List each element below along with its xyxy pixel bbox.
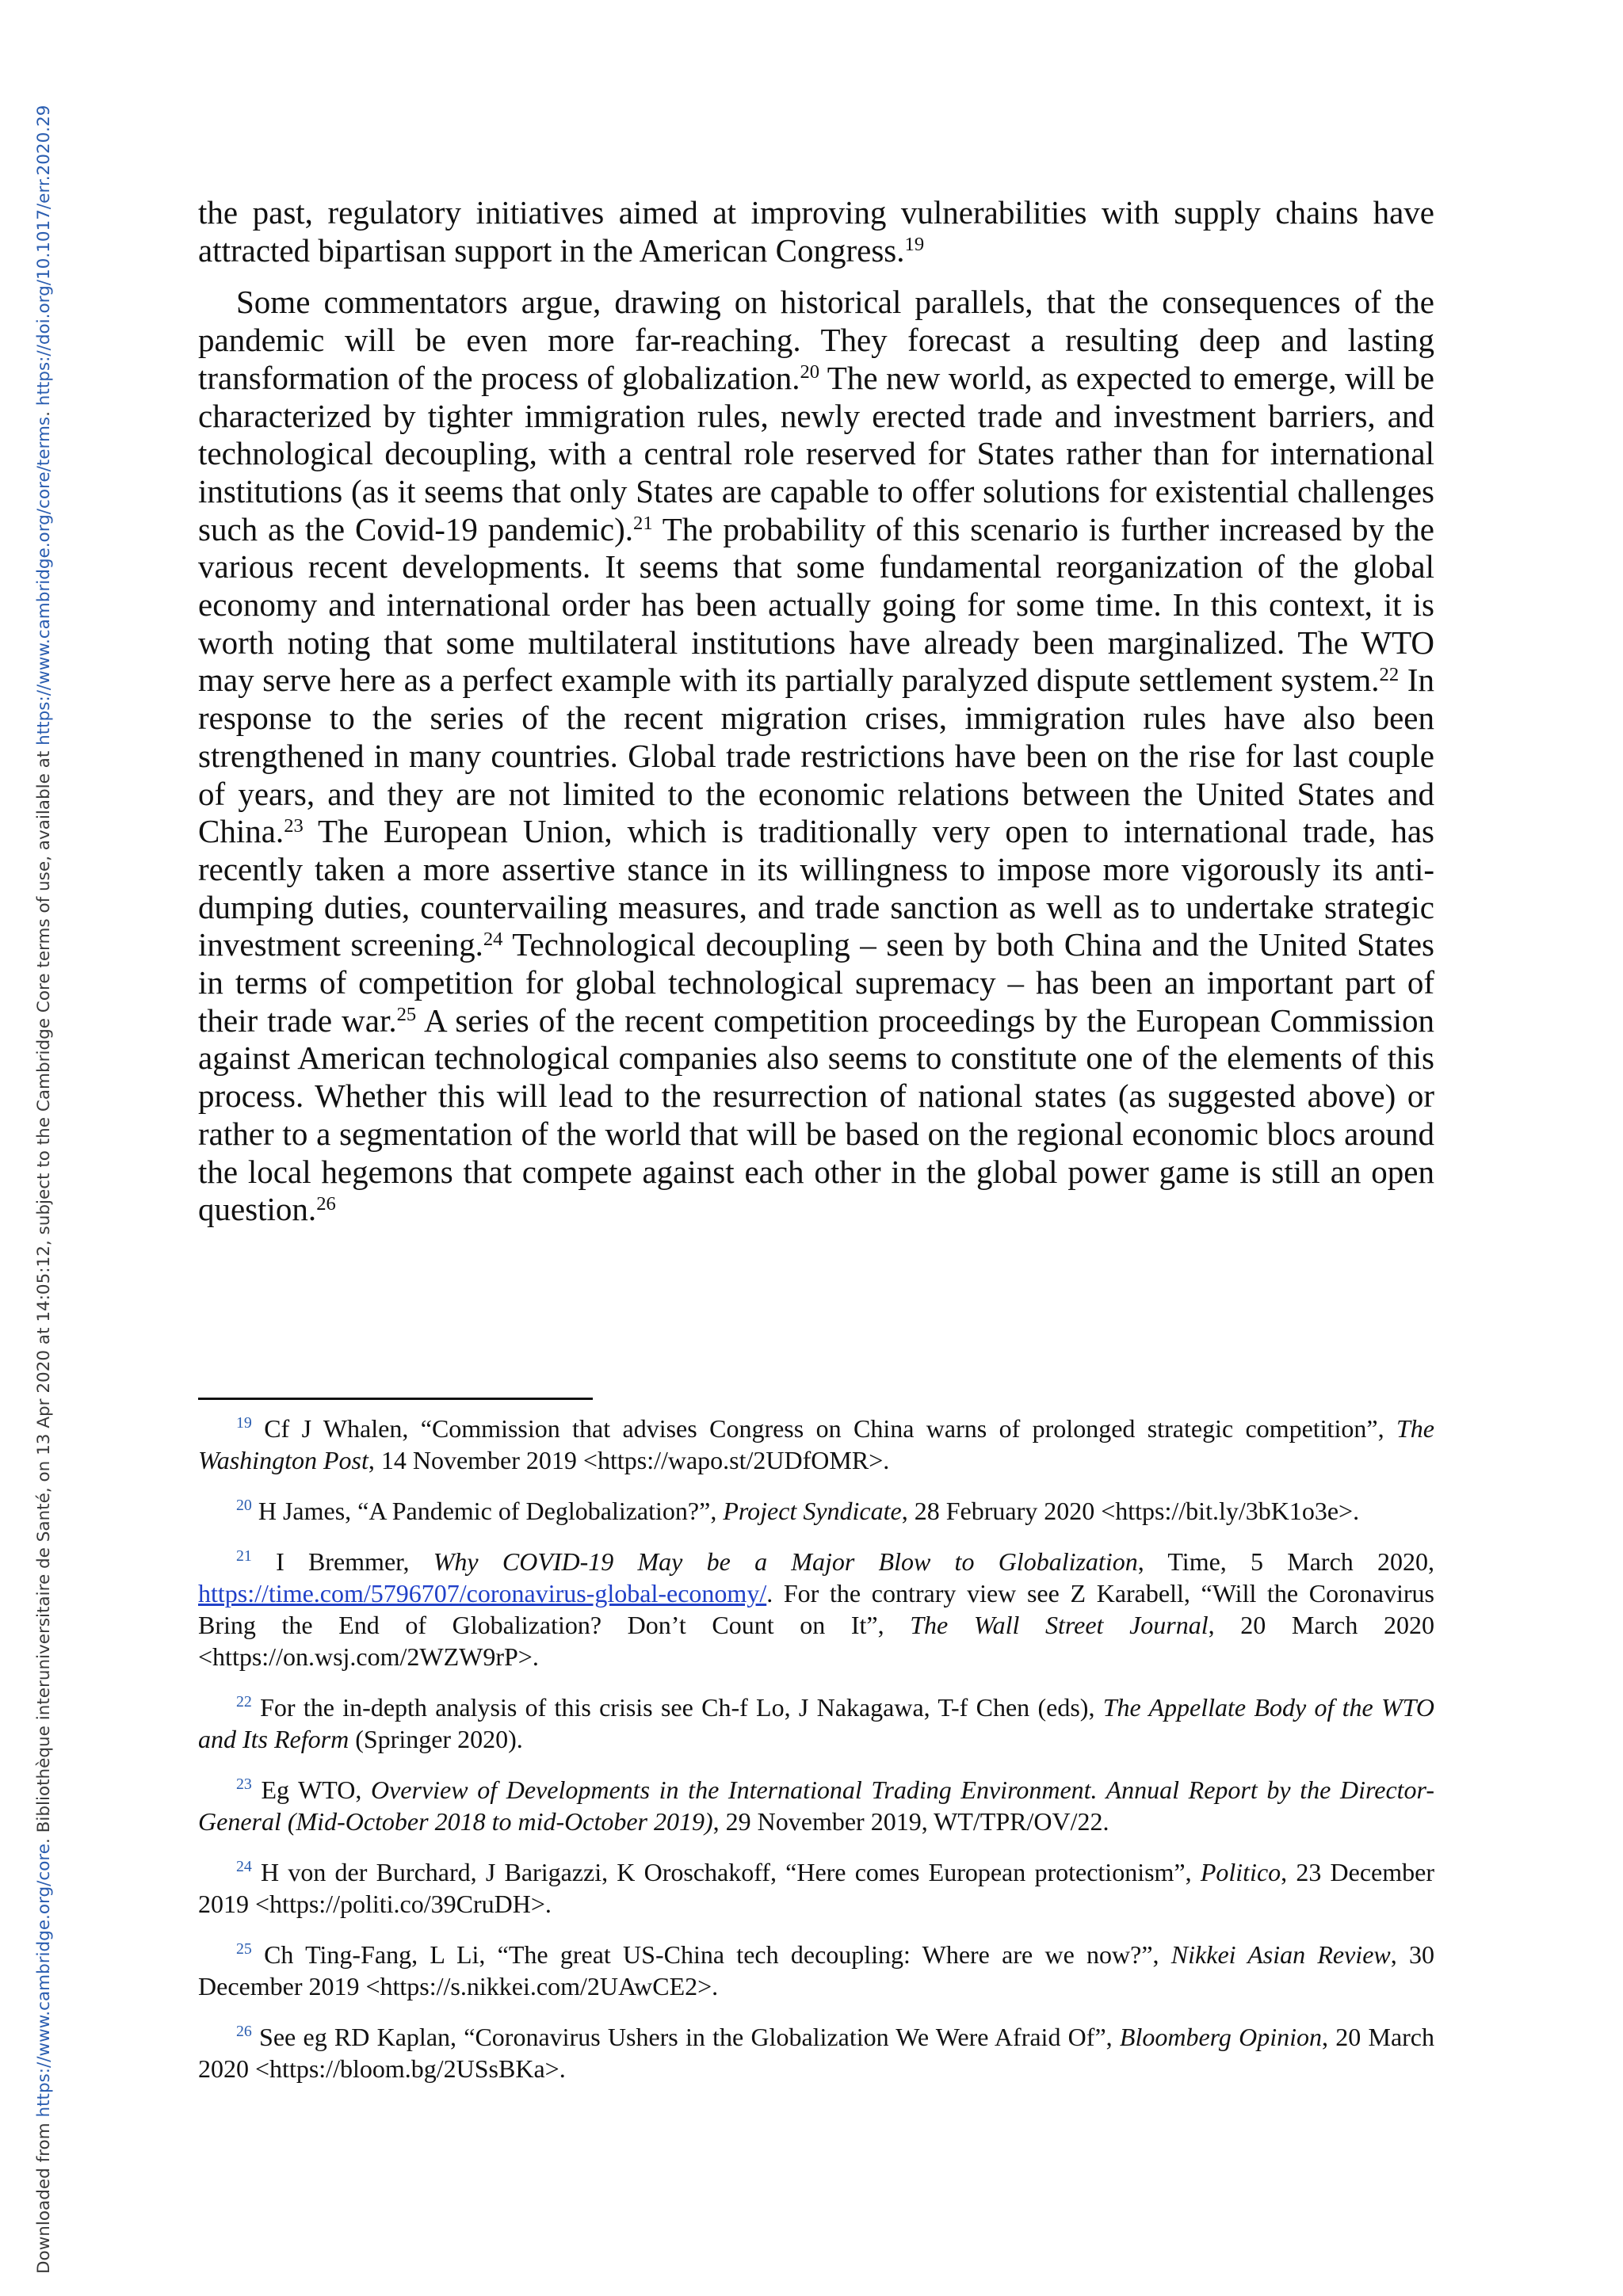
footnote-text: . For the contrary view see Z Karabell, “Will the Coronavirus Bring the End of Globalization? Don’t Count on It”,: [198, 1579, 1434, 1639]
footnote-26: [198, 2021, 1434, 2084]
footnotes: [198, 1413, 1434, 2103]
footnote-text: H James, “A Pandemic of Deglobalization?”,: [251, 1497, 724, 1525]
sidebar-separator: .: [34, 406, 54, 417]
footnote-number: 23: [236, 1775, 252, 1794]
footnote-ref-23[interactable]: 23: [284, 814, 304, 837]
footnote-source-title: Overview of Developments in the International Trading Environment. Annual Report by the Director-General (Mid-October 2018 to mid-October 2019): [198, 1775, 1434, 1836]
footnote-text: H von der Burchard, J Barigazzi, K Oroschakoff, “Here comes European protectionism”,: [251, 1858, 1201, 1886]
footnote-ref-20[interactable]: 20: [800, 361, 820, 383]
time-article-link[interactable]: https://time.com/5796707/coronavirus-global-economy/: [198, 1579, 767, 1608]
footnote-19: [198, 1413, 1434, 1476]
doi-link[interactable]: https://doi.org/10.1017/err.2020.29: [34, 105, 54, 406]
cambridge-terms-link[interactable]: https://www.cambridge.org/core/terms: [34, 416, 54, 746]
footnote-23: [198, 1774, 1434, 1837]
footnote-source-title: The Appellate Body of the WTO and Its Reform: [198, 1693, 1435, 1753]
paragraph-2-sentence-7: A series of the recent competition proceedings by the European Commission against American technological companies also seems to constitute one of the elements of this process. Whether this will lead to the resurrection of national states (as suggested above) or rather to a segmentation of the world that will be based on the regional economic blocs around the local hegemons that compete against each other in the global power game is still an open question.: [198, 1001, 1434, 1228]
footnote-ref-19[interactable]: 19: [904, 234, 925, 256]
paragraph-2-sentence-6: Technological decoupling – seen by both China and the United States in terms of competition for global technological supremacy – has been an important part of their trade war.: [198, 926, 1434, 1039]
footnote-text: , 20 March 2020 <https://bloom.bg/2USsBKa>.: [198, 2023, 1435, 2083]
footnote-source-title: Politico: [1200, 1858, 1281, 1886]
footnote-source-title: The Washington Post: [198, 1414, 1434, 1474]
footnote-text: Ch Ting-Fang, L Li, “The great US-China tech decoupling: Where are we now?”,: [251, 1940, 1171, 1969]
footnote-20: [198, 1495, 1434, 1527]
footnote-text: Cf J Whalen, “Commission that advises Congress on China warns of prolonged strategic competition”,: [251, 1414, 1396, 1443]
footnote-text: , 23 December 2019 <https://politi.co/39CruDH>.: [198, 1858, 1435, 1918]
paragraph-1: [198, 194, 1434, 269]
footnote-separator-rule: [198, 1398, 593, 1400]
footnote-text: , 20 March 2020 <https://on.wsj.com/2WZW9rP>.: [198, 1611, 1435, 1671]
main-text: [198, 194, 1434, 1229]
download-notice-sidebar: [29, 55, 60, 2274]
footnote-text: , Time, 5 March 2020,: [1137, 1547, 1435, 1576]
footnote-source-title: Project Syndicate: [723, 1497, 902, 1525]
footnote-text: I Bremmer,: [251, 1547, 433, 1576]
footnote-ref-26[interactable]: 26: [316, 1192, 336, 1215]
footnote-number: 22: [236, 1693, 252, 1711]
paragraph-2-sentence-3: The probability of this scenario is further increased by the various recent developments. It seems that some fundamental reorganization of the global economy and international order has been actually going for some time. In this context, it is worth noting that some multilateral institutions have already been marginalized. The WTO may serve here as a perfect example with its partially paralyzed dispute settlement system.: [198, 510, 1434, 699]
footnote-text: (Springer 2020).: [349, 1725, 523, 1753]
footnote-text: , 30 December 2019 <https://s.nikkei.com/2UAwCE2>.: [198, 1940, 1435, 2000]
paragraph-1-text: the past, regulatory initiatives aimed at improving vulnerabilities with supply chains have attracted bipartisan support in the American Congress.: [198, 194, 1434, 269]
paragraph-2: [198, 284, 1434, 1229]
footnote-source-title: Why COVID-19 May be a Major Blow to Globalization: [433, 1547, 1138, 1576]
paragraph-2-sentence-2: The new world, as expected to emerge, will be characterized by tighter immigration rules, newly erected trade and investment barriers, and technological decoupling, with a central role reserved for States rather than for international institutions (as it seems that only States are capable to offer solutions for existential challenges such as the Covid-19 pandemic).: [198, 359, 1434, 547]
paragraph-2-sentence-4: In response to the series of the recent migration crises, immigration rules have also been strengthened in many countries. Global trade restrictions have been on the rise for last couple of years, and they are not limited to the economic relations between the United States and China.: [198, 662, 1435, 850]
footnote-22: [198, 1691, 1434, 1755]
footnote-ref-21[interactable]: 21: [633, 513, 653, 535]
footnote-text: For the in-depth analysis of this crisis see Ch-f Lo, J Nakagawa, T-f Chen (eds),: [251, 1693, 1103, 1722]
footnote-number: 19: [236, 1414, 252, 1432]
sidebar-middle: . Bibliothèque interuniversitaire de Santé, on 13 Apr 2020 at 14:05:12, subject to the Cambridge Core terms of use, available at: [34, 745, 54, 1844]
footnote-number: 25: [236, 1940, 252, 1958]
footnote-text: , 28 February 2020 <https://bit.ly/3bK1o3e>.: [901, 1497, 1360, 1525]
footnote-24: [198, 1856, 1434, 1920]
paragraph-2-sentence-1: Some commentators argue, drawing on historical parallels, that the consequences of the pandemic will be even more far-reaching. They forecast a resulting deep and lasting transformation of the process of globalization.: [198, 284, 1434, 396]
footnote-text: , 29 November 2019, WT/TPR/OV/22.: [712, 1807, 1109, 1836]
footnote-text: See eg RD Kaplan, “Coronavirus Ushers in the Globalization We Were Afraid Of”,: [251, 2023, 1120, 2051]
footnote-number: 21: [236, 1547, 252, 1566]
footnote-number: 26: [236, 2023, 252, 2041]
cambridge-core-link[interactable]: https://www.cambridge.org/core: [34, 1844, 54, 2118]
sidebar-prefix: Downloaded from: [34, 2117, 54, 2274]
footnote-ref-22[interactable]: 22: [1379, 663, 1400, 685]
paragraph-2-sentence-5: The European Union, which is traditionally very open to international trade, has recently taken a more assertive stance in its willingness to impose more vigorously its anti-dumping duties, countervailing measures, and trade sanction as well as to undertake strategic investment screening.: [198, 813, 1434, 963]
footnote-25: [198, 1939, 1434, 2002]
footnote-number: 24: [236, 1858, 252, 1876]
footnote-ref-24[interactable]: 24: [483, 928, 503, 950]
footnote-number: 20: [236, 1497, 252, 1515]
footnote-source-title: Nikkei Asian Review: [1170, 1940, 1391, 1969]
footnote-ref-25[interactable]: 25: [396, 1004, 417, 1026]
footnote-text: Eg WTO,: [251, 1775, 371, 1804]
footnote-21: [198, 1546, 1434, 1672]
footnote-source-title: The Wall Street Journal: [910, 1611, 1209, 1639]
footnote-text: , 14 November 2019 <https://wapo.st/2UDfOMR>.: [368, 1446, 890, 1474]
footnote-source-title: Bloomberg Opinion: [1119, 2023, 1323, 2051]
